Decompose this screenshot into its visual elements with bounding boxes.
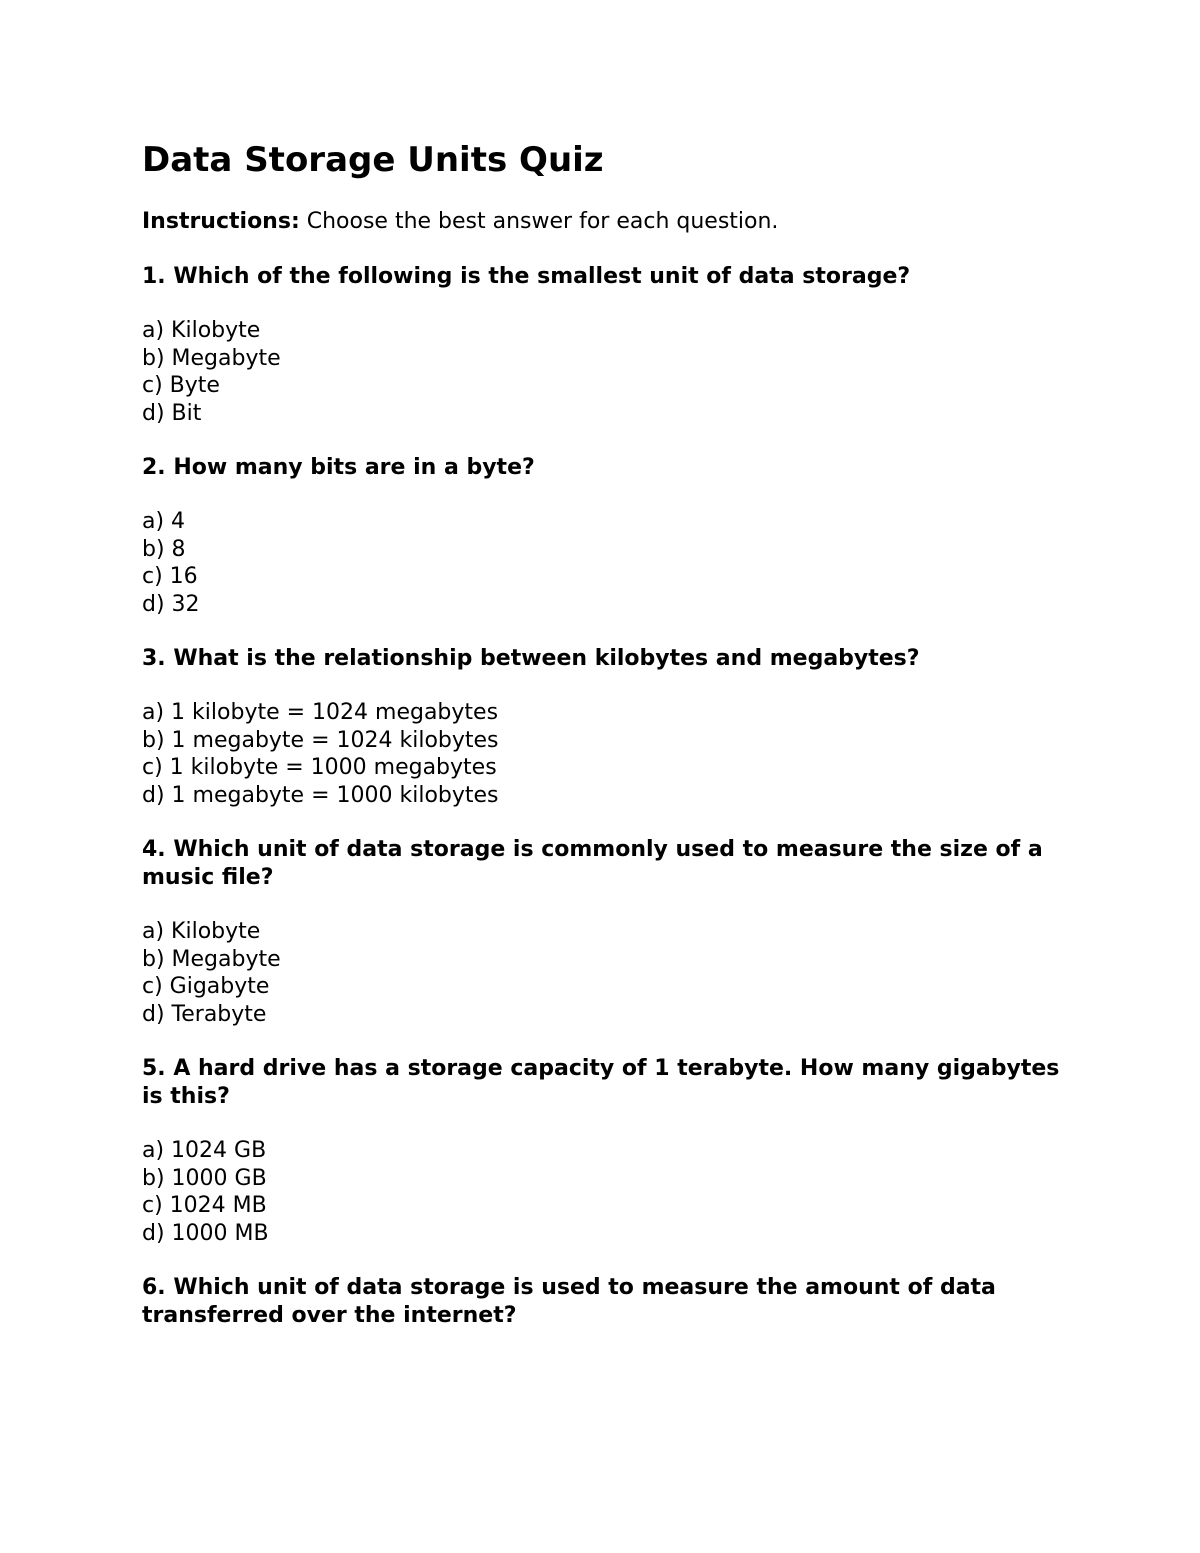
instructions-label: Instructions: <box>142 209 300 234</box>
question-text: 1. Which of the following is the smallest unit of data storage? <box>142 264 911 289</box>
answer-option: d) Terabyte <box>142 1001 267 1027</box>
quiz-page <box>142 138 1072 1356</box>
answer-option: a) 4 <box>142 509 186 534</box>
answer-option: c) 16 <box>142 564 198 589</box>
answer-options <box>142 1137 1072 1247</box>
question-text: 6. Which unit of data storage is used to measure the amount of data transferred over the internet? <box>142 1275 996 1328</box>
question-1 <box>142 263 1072 427</box>
answer-option: d) 32 <box>142 591 200 617</box>
answer-option: d) Bit <box>142 400 202 426</box>
question-2 <box>142 454 1072 618</box>
question-4 <box>142 836 1072 1028</box>
answer-option: d) 1 megabyte = 1000 kilobytes <box>142 782 499 808</box>
answer-option: a) Kilobyte <box>142 919 261 944</box>
question-5 <box>142 1055 1072 1247</box>
question-text: 3. What is the relationship between kilobytes and megabytes? <box>142 646 920 671</box>
answer-option: a) 1024 GB <box>142 1138 267 1163</box>
answer-option: a) 1 kilobyte = 1024 megabytes <box>142 700 499 725</box>
answer-options <box>142 699 1072 809</box>
answer-option: b) 1000 GB <box>142 1165 267 1191</box>
instructions <box>142 208 1072 236</box>
page-title: Data Storage Units Quiz <box>142 140 604 180</box>
question-6 <box>142 1274 1072 1330</box>
answer-option: d) 1000 MB <box>142 1220 269 1246</box>
answer-option: a) Kilobyte <box>142 318 261 343</box>
answer-options <box>142 317 1072 427</box>
question-text: 2. How many bits are in a byte? <box>142 455 535 480</box>
answer-option: b) 1 megabyte = 1024 kilobytes <box>142 727 499 753</box>
answer-option: c) Byte <box>142 373 220 398</box>
question-text: 5. A hard drive has a storage capacity of 1 terabyte. How many gigabytes is this? <box>142 1056 1060 1109</box>
answer-option: b) Megabyte <box>142 345 281 371</box>
question-3 <box>142 645 1072 809</box>
answer-options <box>142 508 1072 618</box>
answer-options <box>142 918 1072 1028</box>
instructions-text: Choose the best answer for each question. <box>299 209 779 234</box>
question-text: 4. Which unit of data storage is commonly used to measure the size of a music file? <box>142 837 1043 890</box>
answer-option: c) Gigabyte <box>142 974 270 999</box>
answer-option: b) Megabyte <box>142 946 281 972</box>
answer-option: b) 8 <box>142 536 186 562</box>
answer-option: c) 1 kilobyte = 1000 megabytes <box>142 755 497 780</box>
answer-option: c) 1024 MB <box>142 1193 267 1218</box>
